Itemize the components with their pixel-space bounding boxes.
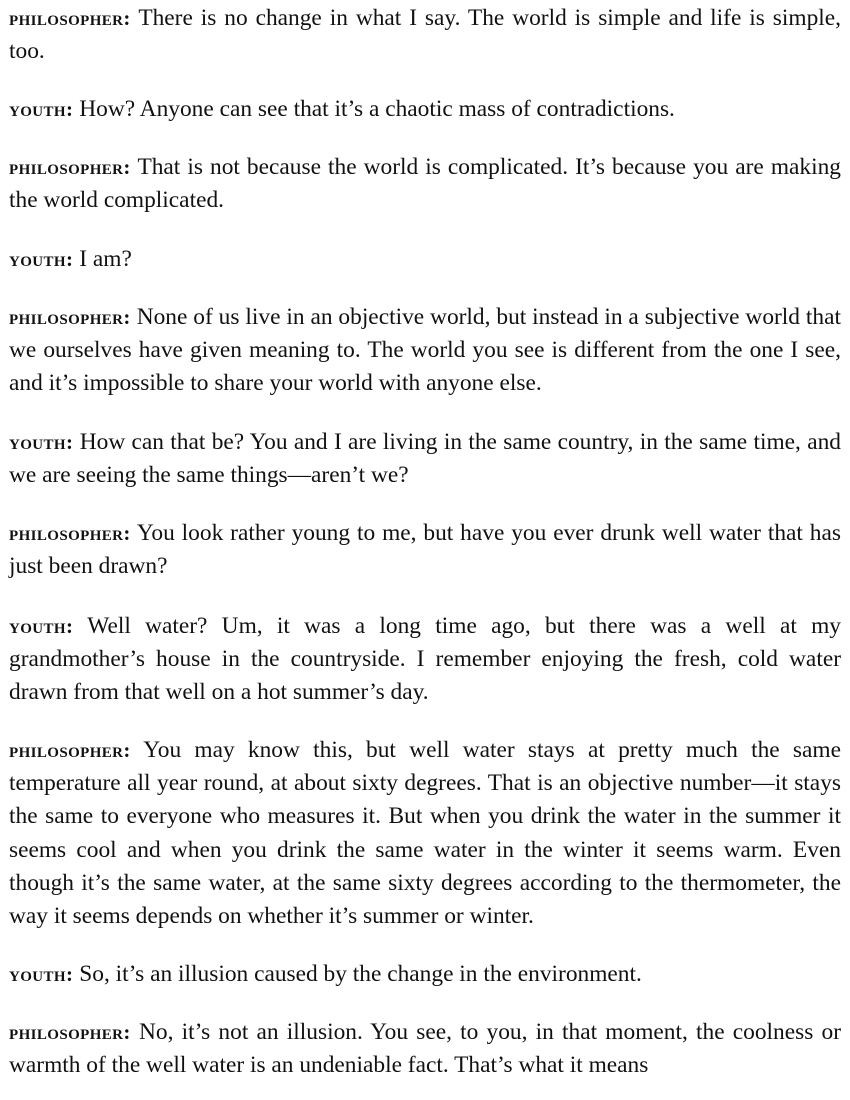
dialogue-paragraph bbox=[9, 517, 841, 583]
dialogue-text: So, it’s an illusion caused by the change in the environment. bbox=[79, 961, 642, 987]
speaker-label: philosopher: bbox=[9, 155, 131, 179]
dialogue-paragraph bbox=[9, 301, 841, 401]
speaker-label: philosopher: bbox=[9, 1020, 131, 1044]
dialogue-paragraph bbox=[9, 151, 841, 217]
dialogue-paragraph bbox=[9, 734, 841, 933]
dialogue-text: I am? bbox=[79, 246, 132, 272]
dialogue-text: No, it’s not an illusion. You see, to you, in that moment, the coolness or warmth of the well water is an undeniable fact. That’s what it means bbox=[9, 1019, 841, 1079]
speaker-label: philosopher: bbox=[9, 305, 131, 329]
dialogue-paragraph bbox=[9, 958, 841, 991]
dialogue-text: That is not because the world is complicated. It’s because you are making the world complicated. bbox=[9, 154, 841, 214]
dialogue-text: Well water? Um, it was a long time ago, but there was a well at my grandmother’s house in the countryside. I remember enjoying the fresh, cold water drawn from that well on a hot summer’s day. bbox=[9, 613, 841, 706]
dialogue-text: How? Anyone can see that it’s a chaotic mass of contradictions. bbox=[79, 96, 675, 122]
dialogue-paragraph bbox=[9, 243, 841, 276]
speaker-label: philosopher: bbox=[9, 521, 131, 545]
speaker-label: youth: bbox=[9, 430, 74, 454]
dialogue-text: You may know this, but well water stays at pretty much the same temperature all year round, at about sixty degrees. That is an objective number—it stays the same to everyone who measures it. But when you drink the water in the summer it seems cool and when you drink the same water in the winter it seems warm. Even though it’s the same water, at the same sixty degrees according to the thermometer, the way it seems depends on whether it’s summer or winter. bbox=[9, 737, 841, 930]
speaker-label: youth: bbox=[9, 962, 74, 986]
dialogue-text: How can that be? You and I are living in the same country, in the same time, and we are seeing the same things—aren’t we? bbox=[9, 429, 841, 489]
dialogue-paragraph bbox=[9, 93, 841, 126]
dialogue-text: There is no change in what I say. The world is simple and life is simple, too. bbox=[9, 5, 841, 65]
speaker-label: philosopher: bbox=[9, 6, 131, 30]
speaker-label: philosopher: bbox=[9, 738, 131, 762]
dialogue-text: You look rather young to me, but have you ever drunk well water that has just been drawn? bbox=[9, 520, 841, 580]
dialogue-paragraph bbox=[9, 2, 841, 68]
speaker-label: youth: bbox=[9, 614, 74, 638]
dialogue-paragraph bbox=[9, 610, 841, 710]
dialogue-paragraph bbox=[9, 426, 841, 492]
dialogue-paragraph bbox=[9, 1016, 841, 1082]
speaker-label: youth: bbox=[9, 247, 74, 271]
speaker-label: youth: bbox=[9, 97, 74, 121]
dialogue-text: None of us live in an objective world, but instead in a subjective world that we ourselves have given meaning to. The world you see is different from the one I see, and it’s impossible to share your world with anyone else. bbox=[9, 304, 841, 397]
